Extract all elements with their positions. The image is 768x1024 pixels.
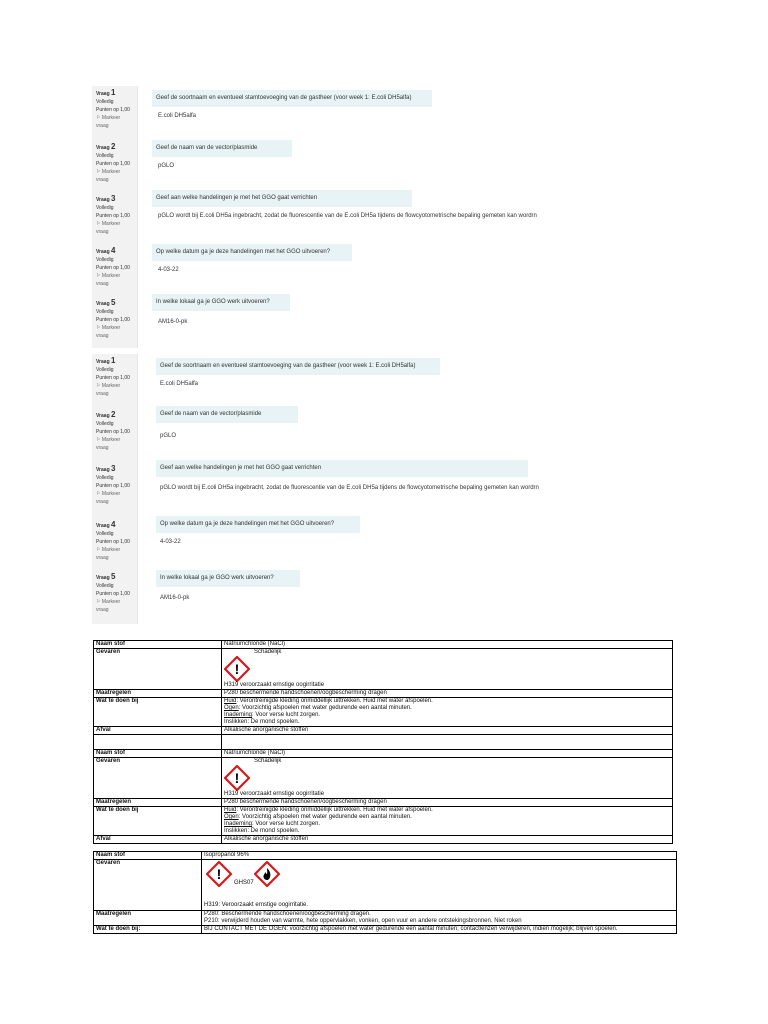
flag-question[interactable]	[96, 114, 133, 130]
table-row	[94, 799, 673, 807]
flag-icon: ⚐	[96, 383, 101, 389]
flag-label: Markeer vraag	[96, 115, 121, 129]
question-label: Vraag	[96, 91, 110, 97]
question-number: 4	[111, 520, 116, 529]
answer-4: 4-03-22	[158, 267, 179, 273]
question-label: Vraag	[96, 467, 110, 473]
question-label: Vraag	[96, 197, 110, 203]
skin-value: : Verontreinigde kleding onmiddellijk uittrekken. Huid met water afspoelen.	[236, 698, 433, 704]
swallow-value: Inslikken: De mond spoelen.	[224, 828, 300, 834]
points-text: Punten op 1,00	[96, 107, 130, 113]
ghs-exclamation-icon	[206, 861, 232, 887]
flag-question[interactable]	[96, 382, 133, 398]
question-number: 1	[111, 88, 116, 97]
status-text: Volledig	[96, 583, 114, 589]
flag-question[interactable]	[96, 546, 133, 562]
flag-question[interactable]	[96, 220, 133, 236]
table-row-empty	[94, 735, 673, 750]
question-number: 4	[111, 246, 116, 255]
table-row	[94, 649, 673, 690]
answer-4: 4-03-22	[160, 539, 181, 545]
question-text-1: Geef de soortnaam en eventueel stamtoevoeging van de gastheer (voor week 1: E.coli DH5alfa)	[152, 90, 432, 107]
points-text: Punten op 1,00	[96, 317, 130, 323]
name-label: Naam stof	[94, 641, 222, 649]
question-info-1	[92, 354, 138, 408]
todo-label: Wat te doen bij:	[94, 926, 202, 934]
hazards-label: Gevaren	[94, 758, 222, 799]
status-text: Volledig	[96, 153, 114, 159]
question-number: 3	[111, 464, 116, 473]
todo-cell	[222, 698, 673, 727]
answer-2: pGLO	[158, 163, 175, 169]
flag-question[interactable]	[96, 490, 133, 506]
flag-icon: ⚐	[96, 437, 101, 443]
status-text: Volledig	[96, 421, 114, 427]
points-text: Punten op 1,00	[96, 375, 130, 381]
question-label: Vraag	[96, 413, 110, 419]
waste-value: Alkalische anorganische stoffen	[222, 836, 673, 844]
question-number: 2	[111, 410, 116, 419]
ghs-exclamation-icon	[224, 656, 250, 682]
inhale-value: : Voor verse lucht zorgen.	[252, 821, 321, 827]
question-info-5	[92, 296, 138, 348]
flag-icon: ⚐	[96, 599, 101, 605]
swallow-value: Inslikken: De mond spoelen.	[224, 719, 300, 725]
todo-label: Wat te doen bij	[94, 807, 222, 836]
question-text-4: Op welke datum ga je deze handelingen met het GGO uitvoeren?	[152, 244, 352, 261]
question-text-5: In welke lokaal ga je GGO werk uitvoeren?	[156, 570, 300, 587]
hazards-cell	[222, 758, 673, 799]
name-value: Natriumchloride (NaCl)	[222, 641, 673, 649]
hazard-table-isopropanol	[93, 851, 677, 934]
flag-label: Markeer vraag	[96, 221, 121, 235]
question-info-4	[92, 518, 138, 570]
question-label: Vraag	[96, 301, 110, 307]
points-text: Punten op 1,00	[96, 161, 130, 167]
eyes-label: Ogen	[224, 705, 239, 711]
points-text: Punten op 1,00	[96, 539, 130, 545]
todo-label: Wat te doen bij	[94, 698, 222, 727]
flag-icon: ⚐	[96, 115, 101, 121]
name-label: Naam stof	[94, 750, 222, 758]
question-number: 1	[111, 356, 116, 365]
inhale-value: : Voor verse lucht zorgen.	[252, 712, 321, 718]
question-info-5	[92, 570, 138, 624]
question-info-3	[92, 192, 138, 244]
points-text: Punten op 1,00	[96, 591, 130, 597]
name-value: Natriumchloride (NaCl)	[222, 750, 673, 758]
question-label: Vraag	[96, 249, 110, 255]
measures-value: P280 beschermende handschoenen/oogbescherming dragen	[222, 690, 673, 698]
skin-value: : Verontreinigde kleding onmiddellijk uittrekken. Huid met water afspoelen.	[236, 807, 433, 813]
question-text-1: Geef de soortnaam en eventueel stamtoevoeging van de gastheer (voor week 1: E.coli DH5alfa)	[156, 358, 440, 375]
question-text-2: Geef de naam van de vector/plasmide	[152, 140, 292, 157]
flag-label: Markeer vraag	[96, 437, 121, 451]
hazard-statement: H319: Veroorzaakt ernstige oogirritatie.	[204, 902, 309, 908]
question-text-3: Geef aan welke handelingen je met het GGO gaat verrichten	[152, 190, 412, 207]
flag-icon: ⚐	[96, 491, 101, 497]
measures-label: Maatregelen	[94, 911, 202, 926]
flag-icon: ⚐	[96, 325, 101, 331]
question-label: Vraag	[96, 359, 110, 365]
answer-5: AM16-0-pk	[160, 595, 190, 601]
flag-label: Markeer vraag	[96, 273, 121, 287]
table-row	[94, 807, 673, 836]
measures-label: Maatregelen	[94, 799, 222, 807]
question-info-3	[92, 462, 138, 518]
hazard-statement: H319 veroorzaakt ernstige oogirritatie	[224, 682, 325, 688]
todo-cell	[222, 807, 673, 836]
hazard-statement: H319 veroorzaakt ernstige oogirritatie	[224, 791, 325, 797]
answer-5: AM16-0-pk	[158, 319, 188, 325]
measures-cell	[202, 911, 677, 926]
svg-text:!: !	[234, 661, 240, 677]
table-row	[94, 926, 677, 934]
hazards-cell	[202, 860, 677, 911]
flag-label: Markeer vraag	[96, 383, 121, 397]
question-text-2: Geef de naam van de vector/plasmide	[156, 406, 298, 423]
hazard-word: Schadelijk	[254, 758, 282, 764]
question-number: 3	[111, 194, 116, 203]
name-label: Naam stof	[94, 852, 202, 860]
flag-label: Markeer vraag	[96, 491, 121, 505]
table-row	[94, 698, 673, 727]
flag-icon: ⚐	[96, 273, 101, 279]
quiz-screenshot-1	[92, 86, 652, 348]
ghs-exclamation-icon	[224, 765, 250, 791]
answer-3: pGLO wordt bij E.coli DH5a ingebracht, zodat de fluorescentie van de E.coli DH5a tijdens de flowcyotometrische bepaling gemeten kan wordrn	[160, 485, 539, 491]
answer-1: E.coli DH5alfa	[160, 381, 199, 387]
points-text: Punten op 1,00	[96, 429, 130, 435]
question-info-4	[92, 244, 138, 296]
question-text-3: Geef aan welke handelingen je met het GGO gaat verrichten	[156, 460, 528, 477]
flag-question[interactable]	[96, 324, 133, 340]
question-info-1	[92, 86, 138, 140]
question-number: 5	[111, 572, 116, 581]
status-text: Volledig	[96, 367, 114, 373]
flag-icon: ⚐	[96, 221, 101, 227]
hazards-label: Gevaren	[94, 649, 222, 690]
flag-label: Markeer vraag	[96, 599, 121, 613]
measures-p210: P210: verwijderd houden van warmte, hete oppervlakken, vonken, open vuur en andere ontstekingsbronnen. Niet roken	[204, 918, 522, 924]
ghs-flame-icon	[254, 861, 280, 887]
inhale-label: Inademing	[224, 821, 253, 827]
question-info-2	[92, 408, 138, 462]
question-text-5: In welke lokaal ga je GGO werk uitvoeren?	[152, 294, 290, 311]
question-label: Vraag	[96, 575, 110, 581]
status-text: Volledig	[96, 309, 114, 315]
flag-question[interactable]	[96, 598, 133, 614]
table-row	[94, 852, 677, 860]
answer-2: pGLO	[160, 433, 177, 439]
flag-icon: ⚐	[96, 169, 101, 175]
question-number: 2	[111, 142, 116, 151]
table-row	[94, 836, 673, 844]
answer-1: E.coli DH5alfa	[158, 113, 197, 119]
hazards-cell	[222, 649, 673, 690]
measures-label: Maatregelen	[94, 690, 222, 698]
hazard-word: Schadelijk	[254, 649, 282, 655]
question-number: 5	[111, 298, 116, 307]
table-row	[94, 750, 673, 758]
flag-question[interactable]	[96, 436, 133, 452]
table-row	[94, 690, 673, 698]
table-row	[94, 758, 673, 799]
status-text: Volledig	[96, 531, 114, 537]
points-text: Punten op 1,00	[96, 265, 130, 271]
table-row	[94, 727, 673, 735]
svg-text:!: !	[234, 770, 240, 786]
skin-label: Huid	[224, 807, 237, 813]
eyes-value: : Voorzichtig afspoelen met water gedurende een aantal minuten.	[238, 705, 412, 711]
flag-label: Markeer vraag	[96, 547, 121, 561]
name-value: Isopropanol 96%	[202, 852, 677, 860]
table-row	[94, 641, 673, 649]
inhale-label: Inademing	[224, 712, 253, 718]
question-text-4: Op welke datum ga je deze handelingen met het GGO uitvoeren?	[156, 516, 360, 533]
status-text: Volledig	[96, 99, 114, 105]
quiz-screenshot-2	[92, 354, 652, 626]
flag-question[interactable]	[96, 168, 133, 184]
status-text: Volledig	[96, 257, 114, 263]
eyes-label: Ogen	[224, 814, 239, 820]
measures-p280: P280: Beschermende handschoenen/oogbescherming dragen.	[204, 911, 371, 917]
waste-value: Alkalische anorganische stoffen	[222, 727, 673, 735]
waste-label: Afval	[94, 836, 222, 844]
status-text: Volledig	[96, 205, 114, 211]
svg-text:!: !	[216, 866, 222, 882]
question-info-2	[92, 140, 138, 192]
waste-label: Afval	[94, 727, 222, 735]
eyes-value: : Voorzichtig afspoelen met water gedurende een aantal minuten.	[238, 814, 412, 820]
flag-question[interactable]	[96, 272, 133, 288]
hazards-label: Gevaren	[94, 860, 202, 911]
question-label: Vraag	[96, 145, 110, 151]
skin-label: Huid	[224, 698, 237, 704]
question-label: Vraag	[96, 523, 110, 529]
flag-label: Markeer vraag	[96, 169, 121, 183]
table-row	[94, 860, 677, 911]
ghs-code: GHS07	[234, 880, 254, 886]
todo-value: BIJ CONTACT MET DE OGEN: voorzichtig afspoelen met water gedurende een aantal minuten; contactlenzen verwijderen, indien mogelijk; blijven spoelen.	[202, 926, 677, 934]
answer-3: pGLO wordt bij E.coli DH5a ingebracht, zodat de fluorescentie van de E.coli DH5a tijdens de flowcyotometrische bepaling gemeten kan wordrn	[158, 213, 537, 219]
hazard-table-nacl	[93, 640, 673, 844]
points-text: Punten op 1,00	[96, 213, 130, 219]
status-text: Volledig	[96, 475, 114, 481]
points-text: Punten op 1,00	[96, 483, 130, 489]
flag-label: Markeer vraag	[96, 325, 121, 339]
table-row	[94, 911, 677, 926]
flag-icon: ⚐	[96, 547, 101, 553]
measures-value: P280 beschermende handschoenen/oogbescherming dragen	[222, 799, 673, 807]
